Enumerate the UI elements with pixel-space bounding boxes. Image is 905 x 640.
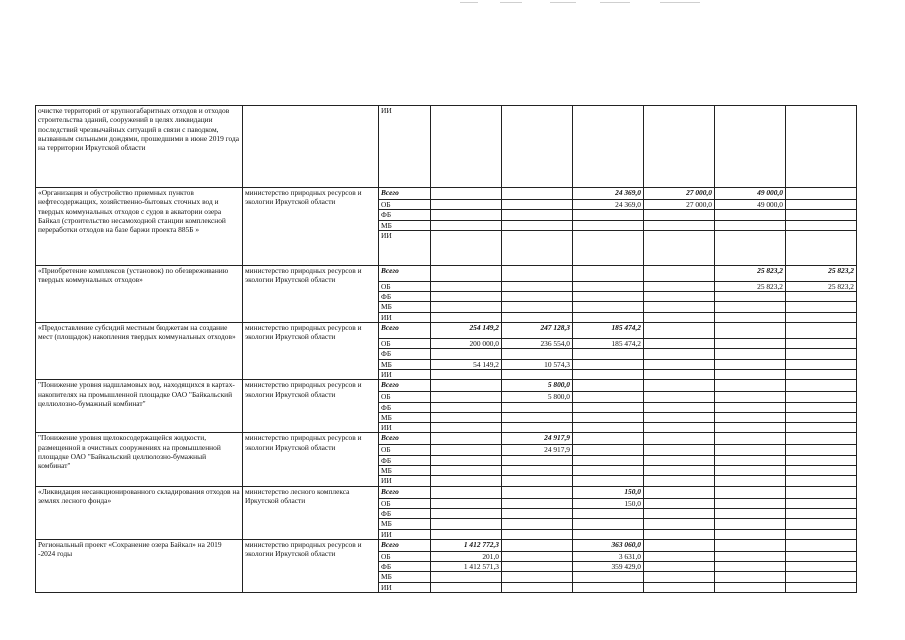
amount-cell [715,519,786,529]
amount-cell [715,359,786,369]
amount-cell [786,402,857,412]
amount-cell [786,508,857,518]
funding-source: Всего [379,486,431,498]
amount-cell [715,312,786,322]
amount-cell [431,369,502,379]
amount-cell: 236 554,0 [502,339,573,349]
amount-cell [786,188,857,200]
funding-source: Всего [379,265,431,281]
funding-source: МБ [379,466,431,476]
table-row [36,265,857,281]
amount-cell [644,519,715,529]
amount-cell: 24 369,0 [573,200,644,210]
amount-cell [573,412,644,422]
amount-cell [502,466,573,476]
amount-cell [715,476,786,486]
amount-cell [715,106,786,188]
amount-cell [786,412,857,422]
funding-source: Всего [379,188,431,200]
amount-cell [715,292,786,302]
activity-description: Региональный проект «Сохранение озера Байкал» на 2019 -2024 годы [36,539,243,592]
amount-cell [431,281,502,291]
amount-cell [431,433,502,445]
activity-description: «Ликвидация несанкционированного складирования отходов на землях лесного фонда» [36,486,243,539]
amount-cell [431,402,502,412]
amount-cell [786,466,857,476]
amount-cell [644,392,715,402]
amount-cell [502,402,573,412]
amount-cell: 201,0 [431,551,502,561]
activity-description: очистке территорий от крупногабаритных отходов и отходов строительства зданий, сооружений в целях ликвидации последствий чрезвычайных ситуаций в связи с паводком, вызванным сильными дождями, прошедшими в июне 2019 года на территории Иркутской области [36,106,243,188]
amount-cell [502,562,573,572]
amount-cell: 25 823,2 [715,265,786,281]
funding-source: ФБ [379,455,431,465]
amount-cell [786,476,857,486]
amount-cell: 254 149,2 [431,323,502,339]
amount-cell [431,529,502,539]
amount-cell [644,220,715,230]
amount-cell [644,281,715,291]
amount-cell [786,582,857,592]
responsible-executor [243,106,379,188]
amount-cell [786,323,857,339]
amount-cell [715,402,786,412]
amount-cell: 5 800,0 [502,392,573,402]
amount-cell [715,323,786,339]
amount-cell [502,486,573,498]
responsible-executor: министерство природных ресурсов и экологии Иркутской области [243,380,379,433]
activity-description: "Понижение уровня надшламовых вод, находящихся в картах-накопителях на промышленной площадке ОАО "Байкальский целлюлозно-бумажный комбинат" [36,380,243,433]
amount-cell [502,210,573,220]
amount-cell [644,508,715,518]
amount-cell [431,210,502,220]
amount-cell [573,302,644,312]
amount-cell [502,369,573,379]
amount-cell [502,349,573,359]
amount-cell [502,539,573,551]
amount-cell [431,476,502,486]
amount-cell [573,582,644,592]
funding-source: ИИ [379,476,431,486]
amount-cell: 27 000,0 [644,188,715,200]
activity-description: "Понижение уровня щелокосодержащейся жидкости, размещенной в очистных сооружениях на промышленной площадке ОАО "Байкальский целлюлозно-бумажный комбинат" [36,433,243,486]
funding-source: Всего [379,433,431,445]
amount-cell [502,572,573,582]
amount-cell [502,582,573,592]
table-row [36,106,857,188]
funding-source: ИИ [379,106,431,188]
amount-cell [644,230,715,265]
amount-cell [786,106,857,188]
amount-cell [431,200,502,210]
amount-cell [644,476,715,486]
amount-cell [786,572,857,582]
funding-source: ОБ [379,281,431,291]
amount-cell: 200 000,0 [431,339,502,349]
amount-cell [573,508,644,518]
amount-cell [431,486,502,498]
funding-source: МБ [379,572,431,582]
amount-cell [573,529,644,539]
amount-cell [431,519,502,529]
amount-cell [431,508,502,518]
amount-cell [786,312,857,322]
funding-source: МБ [379,359,431,369]
amount-cell [573,392,644,402]
funding-source: ОБ [379,200,431,210]
funding-source: ИИ [379,312,431,322]
amount-cell [573,359,644,369]
amount-cell [502,508,573,518]
amount-cell [502,519,573,529]
amount-cell [644,433,715,445]
amount-cell [786,200,857,210]
amount-cell: 24 917,9 [502,433,573,445]
amount-cell [644,210,715,220]
amount-cell [715,369,786,379]
amount-cell [573,423,644,433]
amount-cell [573,433,644,445]
funding-source: ИИ [379,230,431,265]
amount-cell [715,562,786,572]
scan-artifacts [460,2,720,4]
amount-cell [431,380,502,392]
amount-cell [715,302,786,312]
amount-cell: 185 474,2 [573,323,644,339]
amount-cell [431,220,502,230]
activity-description: «Организация и обустройство приемных пунктов нефтесодержащих, хозяйственно-бытовых сточных вод и твердых коммунальных отходов с судов в акватории озера Байкал (строительство несамоходной станции комплексной переработки отходов на базе баржи проекта 885Б » [36,188,243,266]
amount-cell: 24 917,9 [502,445,573,455]
responsible-executor: министерство природных ресурсов и экологии Иркутской области [243,323,379,380]
amount-cell: 25 823,2 [786,265,857,281]
amount-cell [431,466,502,476]
amount-cell [644,423,715,433]
activity-description: «Приобретение комплексов (установок) по обезвреживанию твердых коммунальных отходов» [36,265,243,322]
funding-source: ОБ [379,392,431,402]
amount-cell [786,455,857,465]
amount-cell [786,539,857,551]
amount-cell [431,412,502,422]
amount-cell [644,412,715,422]
amount-cell: 1 412 571,3 [431,562,502,572]
amount-cell [715,220,786,230]
amount-cell: 49 000,0 [715,188,786,200]
amount-cell [644,106,715,188]
amount-cell [502,498,573,508]
amount-cell [715,380,786,392]
amount-cell [786,210,857,220]
amount-cell [431,265,502,281]
amount-cell: 247 128,3 [502,323,573,339]
budget-table [35,105,857,593]
amount-cell [644,312,715,322]
amount-cell [502,529,573,539]
funding-source: МБ [379,519,431,529]
amount-cell: 27 000,0 [644,200,715,210]
funding-source: ИИ [379,369,431,379]
amount-cell [502,302,573,312]
amount-cell: 49 000,0 [715,200,786,210]
funding-source: ФБ [379,349,431,359]
amount-cell [786,445,857,455]
responsible-executor: министерство природных ресурсов и экологии Иркутской области [243,433,379,486]
funding-source: МБ [379,220,431,230]
amount-cell [644,445,715,455]
amount-cell [431,349,502,359]
funding-source: ОБ [379,498,431,508]
amount-cell [502,188,573,200]
amount-cell [715,582,786,592]
amount-cell [644,292,715,302]
amount-cell [573,312,644,322]
amount-cell [786,359,857,369]
funding-source: ФБ [379,508,431,518]
amount-cell [715,445,786,455]
amount-cell [786,519,857,529]
amount-cell [502,106,573,188]
amount-cell [502,292,573,302]
funding-source: ФБ [379,562,431,572]
amount-cell [573,369,644,379]
amount-cell [573,455,644,465]
amount-cell [431,292,502,302]
amount-cell [644,498,715,508]
table-row [36,323,857,339]
amount-cell: 359 429,0 [573,562,644,572]
table-row [36,188,857,200]
amount-cell [573,210,644,220]
amount-cell [644,455,715,465]
responsible-executor: министерство лесного комплекса Иркутской области [243,486,379,539]
amount-cell [573,106,644,188]
amount-cell [502,265,573,281]
amount-cell [786,369,857,379]
amount-cell [786,529,857,539]
amount-cell [644,466,715,476]
amount-cell [573,476,644,486]
amount-cell [786,302,857,312]
amount-cell [502,423,573,433]
amount-cell [786,220,857,230]
table-row [36,380,857,392]
amount-cell [786,380,857,392]
amount-cell [715,539,786,551]
amount-cell [786,562,857,572]
funding-source: ФБ [379,402,431,412]
amount-cell [573,466,644,476]
amount-cell [786,551,857,561]
amount-cell [502,312,573,322]
amount-cell [786,486,857,498]
amount-cell [715,508,786,518]
amount-cell [573,230,644,265]
funding-source: ФБ [379,210,431,220]
amount-cell: 150,0 [573,498,644,508]
funding-source: Всего [379,539,431,551]
amount-cell: 1 412 772,3 [431,539,502,551]
amount-cell [715,486,786,498]
table-row [36,486,857,498]
amount-cell [431,582,502,592]
funding-source: МБ [379,302,431,312]
amount-cell [715,339,786,349]
amount-cell [573,445,644,455]
amount-cell [431,106,502,188]
table-row [36,539,857,551]
amount-cell [644,359,715,369]
amount-cell [431,302,502,312]
amount-cell [786,349,857,359]
funding-source: МБ [379,412,431,422]
funding-source: ИИ [379,423,431,433]
amount-cell [573,281,644,291]
table-row [36,433,857,445]
amount-cell [502,200,573,210]
responsible-executor: министерство природных ресурсов и экологии Иркутской области [243,265,379,322]
amount-cell [715,230,786,265]
amount-cell [644,302,715,312]
funding-source: ОБ [379,445,431,455]
amount-cell [644,369,715,379]
amount-cell [786,292,857,302]
amount-cell [502,455,573,465]
responsible-executor: министерство природных ресурсов и экологии Иркутской области [243,188,379,266]
amount-cell [502,230,573,265]
amount-cell [431,392,502,402]
amount-cell [431,312,502,322]
amount-cell [644,323,715,339]
funding-source: ИИ [379,582,431,592]
amount-cell: 54 149,2 [431,359,502,369]
amount-cell [786,498,857,508]
amount-cell [644,339,715,349]
amount-cell [573,402,644,412]
activity-description: «Предоставление субсидий местным бюджетам на создание мест (площадок) накопления твердых коммунальных отходов» [36,323,243,380]
amount-cell [502,551,573,561]
amount-cell [644,539,715,551]
amount-cell [502,281,573,291]
amount-cell [502,476,573,486]
amount-cell [573,292,644,302]
amount-cell [573,265,644,281]
amount-cell [715,423,786,433]
amount-cell [715,349,786,359]
amount-cell [644,582,715,592]
amount-cell [644,402,715,412]
amount-cell [786,433,857,445]
amount-cell [431,498,502,508]
amount-cell: 25 823,2 [786,281,857,291]
amount-cell: 185 474,2 [573,339,644,349]
amount-cell [644,551,715,561]
amount-cell [431,445,502,455]
amount-cell [644,265,715,281]
amount-cell [573,220,644,230]
amount-cell [431,572,502,582]
amount-cell [715,529,786,539]
amount-cell [431,423,502,433]
amount-cell [431,188,502,200]
amount-cell [644,486,715,498]
funding-source: ОБ [379,339,431,349]
amount-cell [573,519,644,529]
amount-cell [644,380,715,392]
funding-source: Всего [379,380,431,392]
amount-cell [715,412,786,422]
amount-cell: 3 631,0 [573,551,644,561]
amount-cell [715,433,786,445]
amount-cell [715,466,786,476]
funding-source: ФБ [379,292,431,302]
amount-cell: 25 823,2 [715,281,786,291]
amount-cell [573,349,644,359]
amount-cell [573,380,644,392]
amount-cell [644,572,715,582]
funding-source: ИИ [379,529,431,539]
amount-cell: 10 574,3 [502,359,573,369]
responsible-executor: министерство природных ресурсов и экологии Иркутской области [243,539,379,592]
amount-cell [644,562,715,572]
amount-cell [644,529,715,539]
amount-cell: 363 060,0 [573,539,644,551]
amount-cell [573,572,644,582]
funding-source: Всего [379,323,431,339]
amount-cell [715,392,786,402]
amount-cell [431,230,502,265]
amount-cell [715,210,786,220]
amount-cell [715,455,786,465]
amount-cell [786,392,857,402]
amount-cell [786,423,857,433]
amount-cell [644,349,715,359]
amount-cell: 5 800,0 [502,380,573,392]
amount-cell [715,498,786,508]
amount-cell [502,412,573,422]
amount-cell [431,455,502,465]
amount-cell: 24 369,0 [573,188,644,200]
amount-cell [715,551,786,561]
amount-cell [502,220,573,230]
amount-cell [786,339,857,349]
amount-cell [786,230,857,265]
funding-source: ОБ [379,551,431,561]
amount-cell [715,572,786,582]
amount-cell: 150,0 [573,486,644,498]
